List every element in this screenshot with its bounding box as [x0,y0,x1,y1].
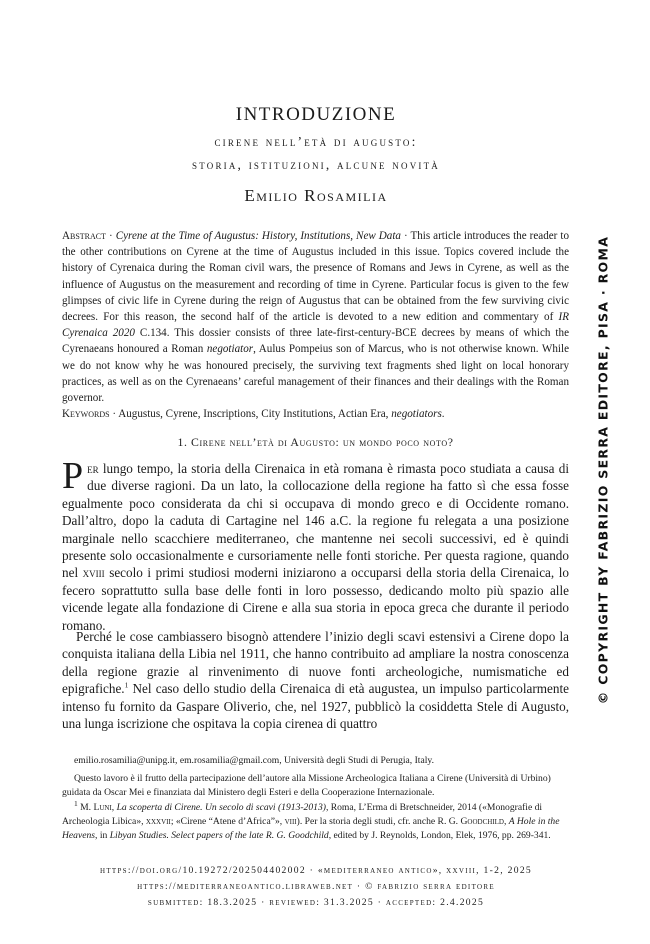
abstract-text-a: · This article introduces the reader to the other contributions on Cyrene at the time of Augustus included in this issue. Topics covered include the history of Cyrenaica during the Roman civil wars, the presence of Romans and Jews in Cyrene, as well as the influence of Augustus on the measurement and recording of time in Cyrene. Particular focus is given to the few glimpses of civic life in Cyrene during the reign of Augustus that can be obtained from the few surviving civic decrees. For this reason, the second half of the article is devoted to a new edition and commentary of [62,230,569,324]
article-subtitle-line2: storia, istituzioni, alcune novità [192,157,440,172]
abstract [62,228,569,406]
footer-doi-line[interactable]: https://doi.org/10.19272/202504402002 · «mediterraneo antico», xxviii, 1-2, 2025 [99,865,533,876]
article-title: INTRODUZIONE [235,104,397,125]
abstract-text-c: , Aulus Pompeius son of Marcus, who is not otherwise known. While we do not know why he was honoured precisely, the surviving text fragments shed light on local honorary practices, as well as on the Cyrenaeans’ careful management of their finances and their dealings with the Roman governor. [62,343,569,405]
footnote-1-number: 1 [74,798,78,808]
abstract-label: Abstract [62,230,107,242]
keywords-label: Keywords [62,408,110,420]
abstract-separator: · [106,230,116,242]
keywords-text: Augustus, Cyrene, Inscriptions, City Institutions, Actian Era, [118,408,392,420]
drop-cap: P [62,455,84,497]
body-paragraph-1 [62,455,569,634]
footnote-1-title2: A Hole in the Heavens [62,816,560,841]
footnote-1-text-a: , Roma, L’Erma di Bretschneider, 2014 («Monografie di Archeologia Libica», [62,802,543,827]
footer-dates-line: submitted: 18.3.2025 · reviewed: 31.3.2025 · accepted: 2.4.2025 [147,897,485,908]
acknowledgement-note: Questo lavoro è il frutto della partecipazione dell’autore alla Missione Archeologica Italiana a Cirene (Università di Urbino) guidata da Oscar Mei e finanziata dal Ministero degli Esteri e della Cooperazione Internazionale. [62,773,551,798]
footnote-1-title3: Libyan Studies. Select papers of the late R. G. Goodchild [109,830,329,841]
abstract-ref: IR Cyrenaica 2020 [62,311,569,340]
paragraph-lead: er [87,461,99,476]
keywords-italic: negotiators [391,408,442,420]
abstract-text-b: C.134. This dossier consists of three late-first-century-BCE decrees by means of which the Cyrenaeans honoured a Roman [62,327,569,356]
body-paragraph-2 [62,628,569,732]
author-name: Emilio Rosamilia [244,186,388,205]
paragraph-1-text-b: secolo i primi studiosi moderni iniziarono a occuparsi della storia della Cirenaica, lo fecero soprattutto sulla base delle fonti in loro possesso, dedicando molto più spazio alle vicende legate alla fondazione di Cirene e alla sua storia in epoca greca che durante il periodo romano. [62,565,569,633]
paragraph-2-text-b: Nel caso dello studio della Cirenaica di età augustea, un impulso particolarmente intenso fu fornito da Gaspare Oliverio, che, nel 1927, pubblicò la cosiddetta Stele di Augusto, una lunga iscrizione che ospitava la copia cirenea di quattro [62,681,569,732]
paragraph-1-text-a: lungo tempo, la storia della Cirenaica in età romana è rimasta poco studiata a causa di due diverse ragioni. Da un lato, la collocazione della regione ha fatto sì che essa fosse egualmente poco considerata da chi si occupava di mondo greco e di Occidente romano. Dall’altro, dopo la caduta di Cartagine nel 146 a.C. la regione fu relegata a una posizione marginale nello scacchiere mediterraneo, che mantenne nei secoli successivi, ed è quindi presente solo occasionalmente e cursoriamente nelle fonti storiche. Per questa ragione, quando nel [62,461,569,581]
footnote-1-text-f: , edited by J. Reynolds, London, Elek, 1976, pp. 269-341. [328,830,551,841]
footnote-ref-1[interactable]: 1 [124,680,129,690]
keywords-end: . [441,408,445,420]
footnote-1-author: M. Luni [80,802,112,813]
footnote-1-vol2: viii [284,816,297,827]
article-subtitle-line1: cirene nell’età di augusto: [214,134,418,149]
footnote-1: $^1$ M. Luni, La scoperta di Cirene. Un secolo di scavi (1913-2013), Roma, L’Erma di Bretschneider, 2014 («Monografie di Archeologia Libica», xxxvii; «Cirene “Atene d’Africa”», viii). Per la storia degli studi, cfr. anche R. G. Goodchild, A Hole in the Heavens, in Libyan Studies. Select papers of the late R. G. Goodchild, edited by J. Reynolds, London, Elek, 1976, pp. 269-341. [62,798,560,841]
footnote-1-goodchild: Goodchild [460,816,504,827]
footnote-1-text-e: , in [95,830,110,841]
footnote-1-vol1: xxxvii [145,816,171,827]
footnote-1-text-c: ). Per la storia degli studi, cfr. anche R. G. [296,816,461,827]
abstract-negotiator: negotiator [206,343,254,356]
copyright-sidebar: © COPYRIGHT BY FABRIZIO SERRA EDITORE, PISA · ROMA [595,235,611,705]
keywords [62,406,569,422]
author-email-note: emilio.rosamilia@unipg.it, em.rosamilia@gmail.com, Università degli Studi di Perugia, Italy. [74,755,434,766]
footnote-1-title: La scoperta di Cirene. Un secolo di scavi (1913-2013) [116,802,326,813]
century-numeral: xviii [82,565,105,581]
footer-website-line[interactable]: https://mediterraneoantico.libraweb.net · © fabrizio serra editore [137,881,495,892]
footnote-1-text-d: , [503,816,509,827]
footnote-1-text-b: ; «Cirene “Atene d’Africa”», [170,816,285,827]
abstract-title: Cyrene at the Time of Augustus: History, Institutions, New Data [115,230,401,242]
paragraph-2-text-a: Perché le cose cambiassero bisognò attendere l’inizio degli scavi estensivi a Cirene dopo la conquista italiana della Libia nel 1911, che hanno contribuito ad ampliare la nostra conoscenza della regione grazie al rinvenimento di nuove fonti archeologiche, numismatiche ed epigrafiche. [62,629,569,697]
section-heading: 1. Cirene nell’età di Augusto: un mondo poco noto? [177,435,454,449]
keywords-separator: · [109,408,119,420]
